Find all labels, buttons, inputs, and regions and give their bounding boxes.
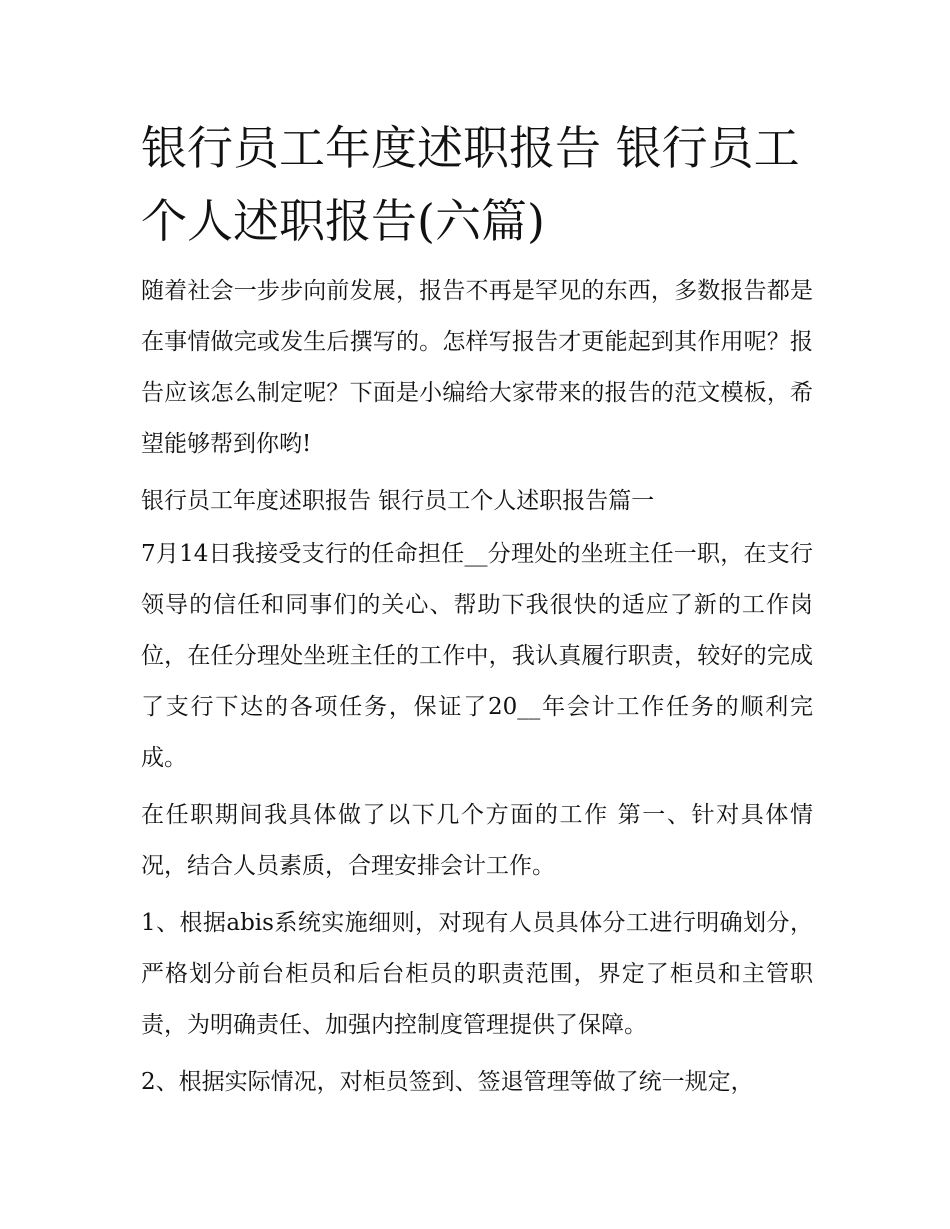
list-item: 1、根据abis系统实施细则，对现有人员具体分工进行明确划分，严格划分前台柜员和后台柜员的职责范围，界定了柜员和主管职责，为明确责任、加强内控制度管理提供了保障。: [141, 910, 813, 1038]
list-item: 2、根据实际情况，对柜员签到、签退管理等做了统一规定，: [141, 1069, 754, 1095]
body-paragraph: 在任职期间我具体做了以下几个方面的工作 第一、针对具体情况，结合人员素质，合理安排会计工作。: [141, 802, 813, 879]
section-heading: 银行员工年度述职报告 银行员工个人述职报告篇一: [141, 488, 655, 514]
document-title: 银行员工年度述职报告 银行员工个人述职报告(六篇): [141, 121, 800, 248]
document-body: [141, 112, 813, 1114]
intro-paragraph: 随着社会一步步向前发展，报告不再是罕见的东西，多数报告都是在事情做完或发生后撰写的。怎样写报告才更能起到其作用呢？报告应该怎么制定呢？下面是小编给大家带来的报告的范文模板，希望能够帮到你哟!: [141, 278, 813, 457]
body-paragraph: 7月14日我接受支行的任命担任__分理处的坐班主任一职，在支行领导的信任和同事们的关心、帮助下我很快的适应了新的工作岗位，在任分理处坐班主任的工作中，我认真履行职责，较好的完成了支行下达的各项任务，保证了20__年会计工作任务的顺利完成。: [141, 541, 813, 771]
